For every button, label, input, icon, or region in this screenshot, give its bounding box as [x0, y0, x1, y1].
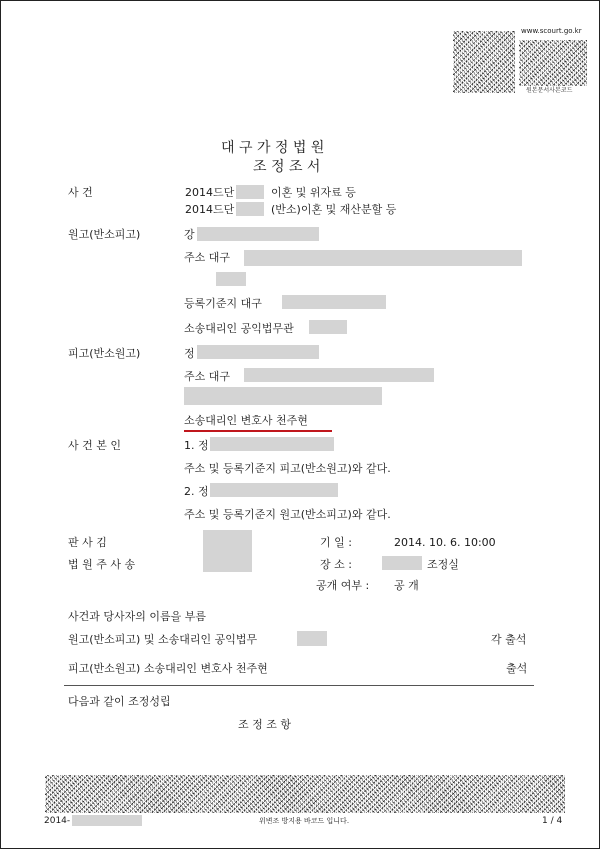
session-date-label: 기 일 : — [320, 536, 352, 549]
court-name: 대 구 가 정 법 원 — [221, 140, 325, 156]
document-type: 조 정 조 서 — [253, 159, 321, 175]
redaction — [197, 227, 319, 241]
terms-heading: 조 정 조 항 — [238, 718, 291, 731]
case-number-1: 2014드단 — [185, 186, 235, 199]
redaction — [297, 631, 327, 646]
case-label: 사 건 — [68, 186, 93, 199]
redaction — [184, 387, 382, 405]
person-1-prefix: 1. 정 — [184, 439, 209, 452]
redaction — [236, 202, 264, 216]
defendant-address-label: 주소 대구 — [184, 370, 231, 383]
public-value: 공 개 — [394, 579, 419, 592]
call-names-line: 사건과 당사자의 이름을 부름 — [68, 610, 207, 623]
redaction — [282, 295, 386, 309]
footer-case-number: 2014- — [44, 816, 71, 826]
defendant-attendance: 피고(반소원고) 소송대리인 변호사 천주현 — [68, 662, 268, 675]
redaction — [244, 368, 434, 382]
footer-barcode — [45, 775, 565, 813]
defendant-label: 피고(반소원고) — [68, 347, 141, 360]
page-number: 1 / 4 — [542, 816, 563, 826]
redaction — [382, 556, 422, 570]
case-desc-1: 이혼 및 위자료 등 — [271, 186, 356, 199]
redaction — [197, 345, 319, 359]
red-underline — [184, 430, 332, 432]
redaction — [216, 272, 246, 286]
clerk-label: 법 원 주 사 송 — [68, 558, 136, 571]
plaintiff-attendance: 원고(반소피고) 및 소송대리인 공익법무 — [68, 633, 258, 646]
plaintiff-attorney-label: 소송대리인 공익법무관 — [184, 322, 294, 335]
session-place-label: 장 소 : — [320, 558, 352, 571]
defendant-name-prefix: 정 — [184, 347, 195, 360]
case-desc-2: (반소)이혼 및 재산분할 등 — [271, 203, 397, 216]
top-barcode-strip — [519, 40, 587, 86]
redaction — [309, 320, 347, 334]
plaintiff-label: 원고(반소피고) — [68, 228, 141, 241]
session-date: 2014. 10. 6. 10:00 — [394, 536, 496, 549]
judge-label: 판 사 김 — [68, 536, 107, 549]
plaintiff-attendance-status: 각 출석 — [491, 633, 527, 646]
footer-note: 위변조 방지용 바코드 입니다. — [259, 817, 350, 825]
persons-label: 사 건 본 인 — [68, 439, 121, 452]
plaintiff-address-label: 주소 대구 — [184, 251, 231, 264]
redaction — [203, 530, 252, 572]
session-place-suffix: 조정실 — [427, 558, 459, 571]
defendant-attorney: 소송대리인 변호사 천주현 — [184, 414, 308, 427]
barcode-caption: 원본문서사본코드 — [526, 87, 573, 94]
redaction — [210, 483, 338, 497]
redaction — [210, 437, 334, 451]
defendant-attendance-status: 출석 — [506, 662, 528, 675]
person-1-address: 주소 및 등록기준지 피고(반소원고)와 같다. — [184, 462, 391, 475]
plaintiff-domicile-label: 등록기준지 대구 — [184, 297, 262, 310]
redaction — [236, 185, 264, 199]
redaction — [244, 250, 522, 266]
top-barcode — [453, 31, 515, 93]
person-2-address: 주소 및 등록기준지 원고(반소피고)와 같다. — [184, 508, 391, 521]
redaction — [72, 815, 142, 826]
plaintiff-name-prefix: 강 — [184, 228, 195, 241]
case-number-2: 2014드단 — [185, 203, 235, 216]
settlement-line: 다음과 같이 조정성립 — [68, 695, 171, 708]
public-label: 공개 여부 : — [316, 579, 370, 592]
divider-line — [64, 685, 534, 686]
site-url: www.scourt.go.kr — [521, 27, 582, 35]
person-2-prefix: 2. 정 — [184, 485, 209, 498]
